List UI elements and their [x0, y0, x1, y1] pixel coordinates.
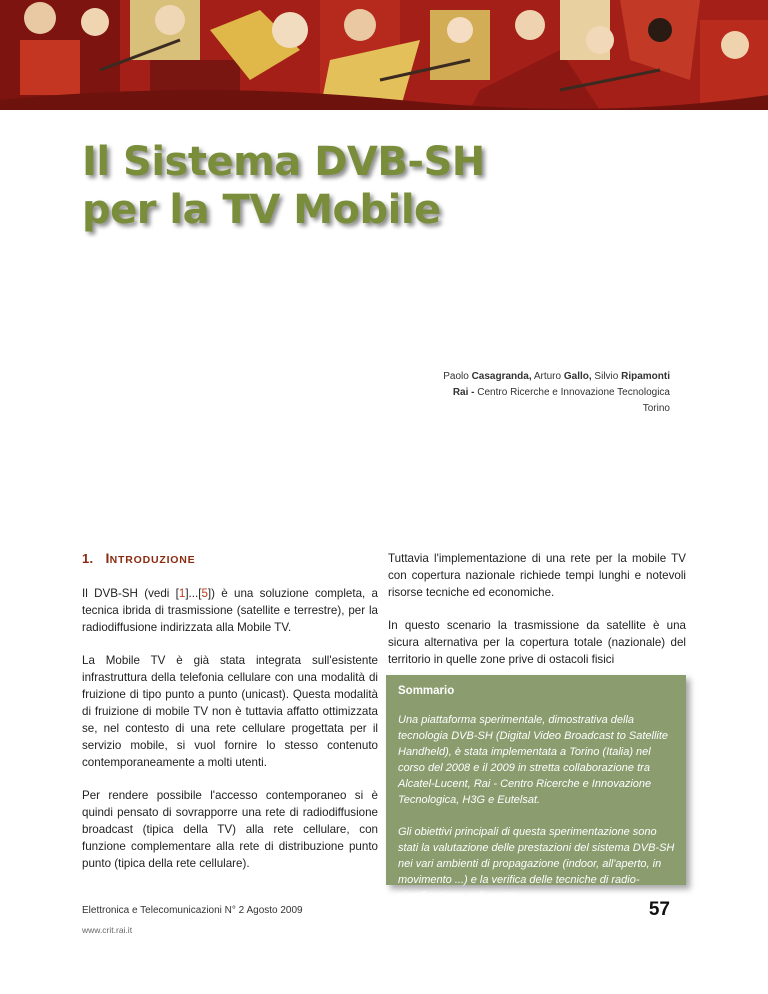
paragraph-satellite: In questo scenario la trasmissione da satellite è una sicura alternativa per la copertura totale (nazionale) del territorio in quelle zone prive di ostacoli fisici [388, 619, 686, 666]
paragraph-text: Il DVB-SH (vedi [ [82, 587, 179, 600]
right-column [388, 550, 686, 684]
article-title [82, 138, 485, 234]
affiliation-org: Rai - [452, 387, 475, 398]
paragraph-text: ]) è una soluzione completa, a tecnica ibrida di trasmissione (satellite e terrestre), per la radiodiffusione indirizzata alla Mobile TV. [82, 587, 378, 634]
author-city: Torino [642, 403, 670, 414]
section-heading [82, 550, 378, 569]
reference-link[interactable]: 5 [201, 587, 208, 600]
paragraph-intro [82, 585, 378, 636]
paragraph-implementation: Tuttavia l'implementazione di una rete per la mobile TV con copertura nazionale richiede tempi lunghi e notevoli risorse tecniche ed economiche. [388, 552, 686, 599]
paragraph-broadcast: Per rendere possibile l'accesso contemporaneo si è quindi pensato di sovrapporre una rete di radiodiffusione broadcast (tipica della TV) alla rete cellulare, con funzione complementare alla rete di distribuzione punto punto (tipica della rete cellulare). [82, 789, 378, 870]
article-title-line2: per la TV Mobile [82, 187, 441, 233]
reference-link[interactable]: 1 [178, 587, 186, 600]
summary-title: Sommario [398, 685, 455, 697]
author-names [443, 369, 670, 385]
painting-illustration [0, 0, 768, 110]
summary-body [398, 712, 676, 920]
summary-paragraph: Gli obiettivi principali di questa sperimentazione sono stati la valutazione delle prestazioni del sistema DVB-SH nei vari ambienti di propagazione (indoor, all'aperto, in movimento ...) e la verifica delle tecniche di radio-pianificazione sviluppate [398, 826, 675, 902]
summary-box [386, 675, 686, 902]
page-number: 57 [648, 899, 670, 920]
author-block [443, 369, 670, 417]
summary-paragraph: Una piattaforma sperimentale, dimostrativa della tecnologia DVB-SH (Digital Video Broadcast to Satellite Handheld), è stata implementata a Torino (Italia) nel corso del 2008 e il 2009 in stretta collaborazione tra Alcatel-Lucent, Rai - Centro Ricerche e Innovazione Tecnologica, H3G e Eutelsat. [398, 714, 669, 806]
affiliation-dept: Centro Ricerche e Innovazione Tecnologica [474, 387, 670, 398]
author-text: Paolo [443, 371, 472, 382]
author-surname: Ripamonti [621, 371, 670, 382]
left-column [82, 550, 378, 888]
section-title-cap: I [105, 550, 110, 566]
author-text: Arturo [531, 371, 564, 382]
author-text: Silvio [591, 371, 622, 382]
journal-footer: Elettronica e Telecomunicazioni N° 2 Agosto 2009 [82, 905, 303, 916]
section-title-rest: NTRODUZIONE [109, 554, 196, 566]
paragraph-mobile-tv: La Mobile TV è già stata integrata sull'esistente infrastruttura della telefonia cellulare con una modalità di fruizione di tipo punto a punto (unicast). Questa modalità di fruizione di mobile TV non è tuttavia affatto ottimizzata se, nel contesto di una rete cellulare progettata per il servizio mobile, si vuol fornire lo stesso contenuto contemporaneamente a molti utenti. [82, 654, 378, 769]
article-title-line1: Il Sistema DVB-SH [82, 139, 485, 185]
header-artwork-banner [0, 0, 768, 110]
author-surname: Casagranda, [471, 371, 532, 382]
paragraph-text: ]...[ [185, 587, 202, 600]
author-affiliation [443, 385, 670, 401]
author-surname: Gallo, [563, 371, 592, 382]
footer-url-link[interactable]: www.crit.rai.it [82, 925, 133, 935]
section-number: 1. [82, 551, 94, 566]
